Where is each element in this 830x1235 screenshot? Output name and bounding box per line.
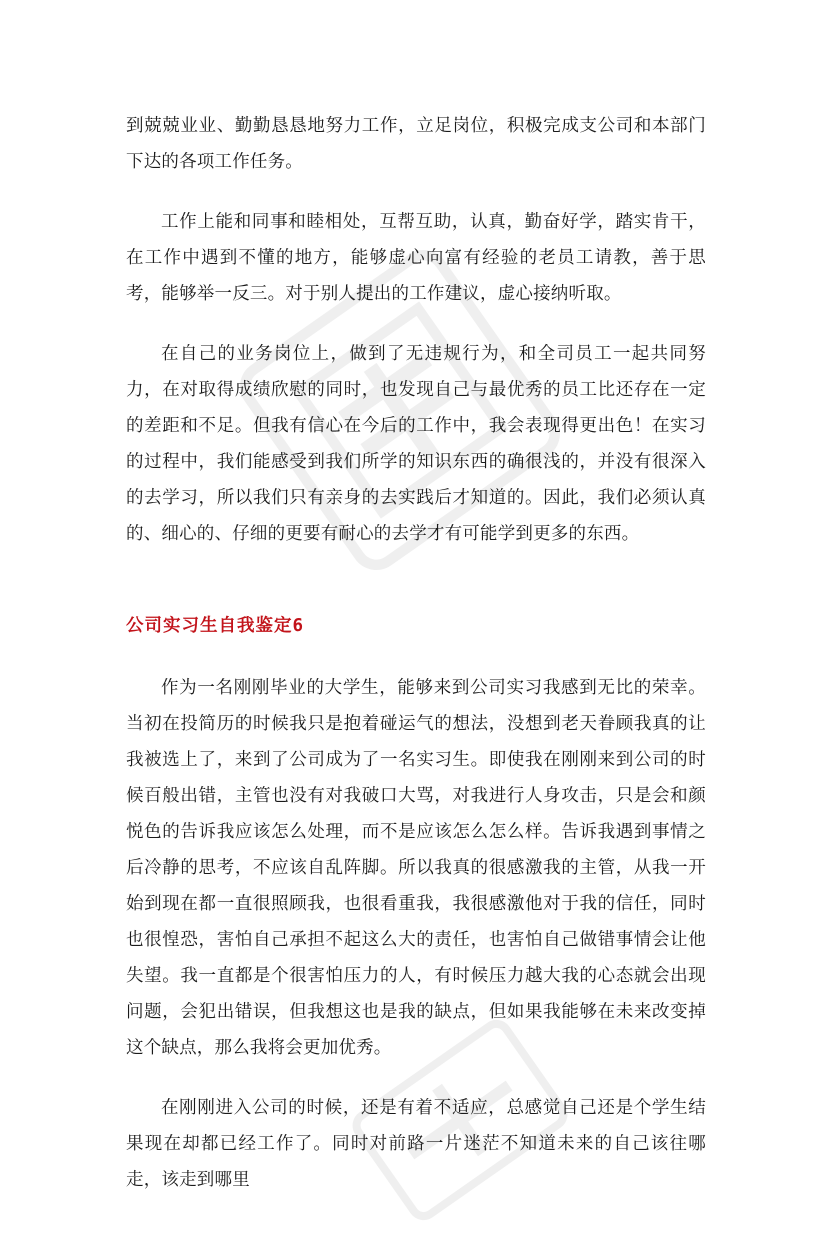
section-spacer bbox=[126, 552, 706, 608]
section-spacer bbox=[126, 644, 706, 670]
section-title: 公司实习生自我鉴定6 bbox=[126, 616, 305, 636]
paragraph-top-1: 到兢兢业业、勤勤恳恳地努力工作，立足岗位，积极完成支公司和本部门下达的各项工作任务。 bbox=[126, 116, 706, 172]
paragraph-top-3: 在自己的业务岗位上，做到了无违规行为，和全司员工一起共同努力，在对取得成绩欣慰的同时，也发现自己与最优秀的员工比还存在一定的差距和不足。但我有信心在今后的工作中，我会表现得更出色！在实习的过程中，我们能感受到我们所学的知识东西的确很浅的，并没有很深入的去学习，所以我们只有亲身的去实践后才知道的。因此，我们必须认真的、细心的、仔细的更要有耐心的去学才有可能学到更多的东西。 bbox=[126, 344, 706, 544]
document-body bbox=[126, 108, 706, 1198]
paragraph-top-2: 工作上能和同事和睦相处，互帮互助，认真，勤奋好学，踏实肯干，在工作中遇到不懂的地方，能够虚心向富有经验的老员工请教，善于思考，能够举一反三。对于别人提出的工作建议，虚心接纳听取。 bbox=[126, 212, 706, 304]
paragraph-bottom-2: 在刚刚进入公司的时候，还是有着不适应，总感觉自己还是个学生结果现在却都已经工作了。同时对前路一片迷茫不知道未来的自己该往哪走，该走到哪里 bbox=[126, 1098, 706, 1190]
paragraph-bottom-1: 作为一名刚刚毕业的大学生，能够来到公司实习我感到无比的荣幸。当初在投简历的时候我只是抱着碰运气的想法，没想到老天眷顾我真的让我被选上了，来到了公司成为了一名实习生。即使我在刚刚来到公司的时候百般出错，主管也没有对我破口大骂，对我进行人身攻击，只是会和颜悦色的告诉我应该怎么处理，而不是应该怎么怎么样。告诉我遇到事情之后冷静的思考，不应该自乱阵脚。所以我真的很感激我的主管，从我一开始到现在都一直很照顾我，也很看重我，我很感激他对于我的信任，同时也很惶恐，害怕自己承担不起这么大的责任，也害怕自己做错事情会让他失望。我一直都是个很害怕压力的人，有时候压力越大我的心态就会出现问题，会犯出错误，但我想这也是我的缺点，但如果我能够在未来改变掉这个缺点，那么我将会更加优秀。 bbox=[126, 678, 706, 1058]
paragraph-gap bbox=[126, 312, 706, 336]
paragraph-gap bbox=[126, 1066, 706, 1090]
paragraph-gap bbox=[126, 180, 706, 204]
